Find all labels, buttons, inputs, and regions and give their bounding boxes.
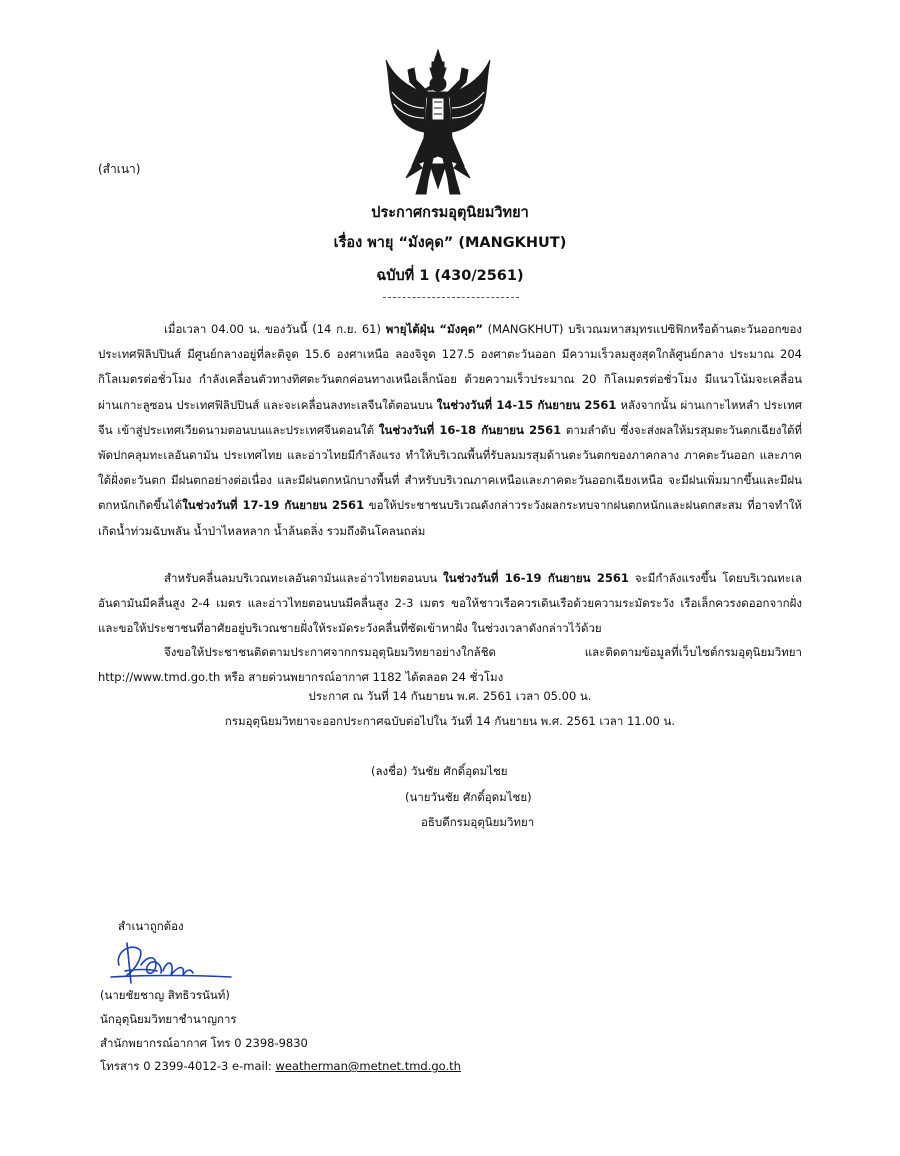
announcement-title: ประกาศกรมอุตุนิยมวิทยา xyxy=(371,205,529,221)
bold-text-run: ในช่วงวันที่ 16-19 กันยายน 2561 xyxy=(443,571,629,585)
certified-copy-label: สำเนาถูกต้อง xyxy=(118,919,184,933)
signatory-name: (นายวันชัย ศักดิ์อุดมไชย) xyxy=(405,790,532,804)
text-run: (MANGKHUT) บริเวณมหาสมุทรแปซิฟิกหรือด้านตะวันออกของประเทศฟิลิปปินส์ มีศูนย์กลางอยู่ที่ละติจูด 15.6 องศาเหนือ ลองจิจูด 127.5 องศาตะวันออก มีความเร็วลมสูงสุดใกล้ศูนย์กลาง ประมาณ 204 กิโลเมตรต่อชั่วโมง กำลังเคลื่อนตัวทางทิศตะวันตกค่อนทางเหนือเล็กน้อย ด้วยความเร็วประมาณ 20 กิโลเมตรต่อชั่วโมง มีแนวโน้มจะเคลื่อนผ่านเกาะลูซอน ประเทศฟิลิปปินส์ และจะเคลื่อนลงทะเลจีนใต้ตอนบน xyxy=(98,322,802,412)
handwritten-signature-icon xyxy=(105,935,235,987)
certifier-name: (นายชัยชาญ สิทธิวรนันท์) xyxy=(100,988,230,1002)
text-run: เมื่อเวลา 04.00 น. ของวันนี้ (14 ก.ย. 61) xyxy=(164,322,386,336)
paragraph-wave-warning xyxy=(98,566,802,642)
announcement-issue-number: ฉบับที่ 1 (430/2561) xyxy=(376,268,524,284)
garuda-emblem-icon xyxy=(380,48,496,198)
copy-label: (สำเนา) xyxy=(98,162,141,176)
announcement-date: ประกาศ ณ วันที่ 14 กันยายน พ.ศ. 2561 เวลา 05.00 น. xyxy=(308,689,592,703)
certifier-office-phone: สำนักพยากรณ์อากาศ โทร 0 2398-9830 xyxy=(100,1036,308,1050)
bold-text-run: ในช่วงวันที่ 16-18 กันยายน 2561 xyxy=(378,422,562,437)
text-run: ตามลำดับ ซึ่งจะส่งผลให้มรสุมตะวันตกเฉียงใต้ที่พัดปกคลุมทะเลอันดามัน ประเทศไทย และอ่าวไทยมีกำลังแรง ทำให้บริเวณพื้นที่รับลมมรสุมด้านตะวันตกของภาคกลาง ภาคตะวันออก และภาคใต้ฝั่งตะวันตก มีฝนตกอย่างต่อเนื่อง และมีฝนตกหนักบางพื้นที่ สำหรับบริเวณภาคเหนือและภาคตะวันออกเฉียงเหนือ จะมีฝนเพิ่มมากขึ้นและมีฝนตกหนักเกิดขึ้นได้ xyxy=(98,422,803,513)
text-run: หลังจากนั้น ผ่านเกาะไหหลำ ประเทศจีน เข้าสู่ประเทศเวียดนามตอนบนและประเทศจีนตอนใต้ xyxy=(98,397,802,437)
email-link[interactable]: weatherman@metnet.tmd.go.th xyxy=(275,1059,461,1073)
paragraph-storm-details xyxy=(98,317,802,544)
bold-text-run: ในช่วงวันที่ 14-15 กันยายน 2561 xyxy=(436,397,617,412)
announcement-subject: เรื่อง พายุ “มังคุด” (MANGKHUT) xyxy=(333,235,567,251)
certifier-fax-email xyxy=(100,1058,461,1076)
fax-text: โทรสาร 0 2399-4012-3 e-mail: xyxy=(100,1059,276,1073)
text-run: สำหรับคลื่นลมบริเวณทะเลอันดามันและอ่าวไทยตอนบน xyxy=(164,571,444,585)
signatory-position: อธิบดีกรมอุตุนิยมวิทยา xyxy=(421,815,535,829)
next-issue-note: กรมอุตุนิยมวิทยาจะออกประกาศฉบับต่อไปใน วันที่ 14 กันยายน พ.ศ. 2561 เวลา 11.00 น. xyxy=(224,714,676,728)
text-run: ขอให้ประชาชนบริเวณดังกล่าวระวังผลกระทบจากฝนตกหนักและฝนตกสะสม ที่อาจทำให้เกิดน้ำท่วมฉับพลัน น้ำป่าไหลหลาก น้ำล้นตลิ่ง รวมถึงดินโคลนถล่ม xyxy=(98,498,802,538)
signatory-signed-line: (ลงชื่อ) วันชัย ศักดิ์อุดมไชย xyxy=(371,764,508,778)
text-run: จะมีกำลังแรงขึ้น โดยบริเวณทะเลอันดามันมีคลื่นสูง 2-4 เมตร และอ่าวไทยตอนบนมีคลื่นสูง 2-3 เมตร ขอให้ชาวเรือควรเดินเรือด้วยความระมัดระวัง เรือเล็กควรงดออกจากฝั่ง และขอให้ประชาชนที่อาศัยอยู่บริเวณชายฝั่งให้ระมัดระวังคลื่นที่ซัดเข้าหาฝั่ง ในช่วงเวลาดังกล่าวไว้ด้วย xyxy=(98,571,803,636)
paragraph-follow-updates xyxy=(98,640,802,690)
title-divider xyxy=(383,297,519,298)
bold-text-run: พายุไต้ฝุ่น “มังคุด” xyxy=(385,322,483,336)
text-run: จึงขอให้ประชาชนติดตามประกาศจากกรมอุตุนิยมวิทยาอย่างใกล้ชิด และติดตามข้อมูลที่เว็บไซต์กรมอุตุนิยมวิทยา http://www.tmd.go.th หรือ สายด่วนพยากรณ์อากาศ 1182 ได้ตลอด 24 ชั่วโมง xyxy=(98,645,802,685)
bold-text-run: ในช่วงวันที่ 17-19 กันยายน 2561 xyxy=(182,498,365,513)
certifier-position: นักอุตุนิยมวิทยาชำนาญการ xyxy=(100,1012,237,1026)
